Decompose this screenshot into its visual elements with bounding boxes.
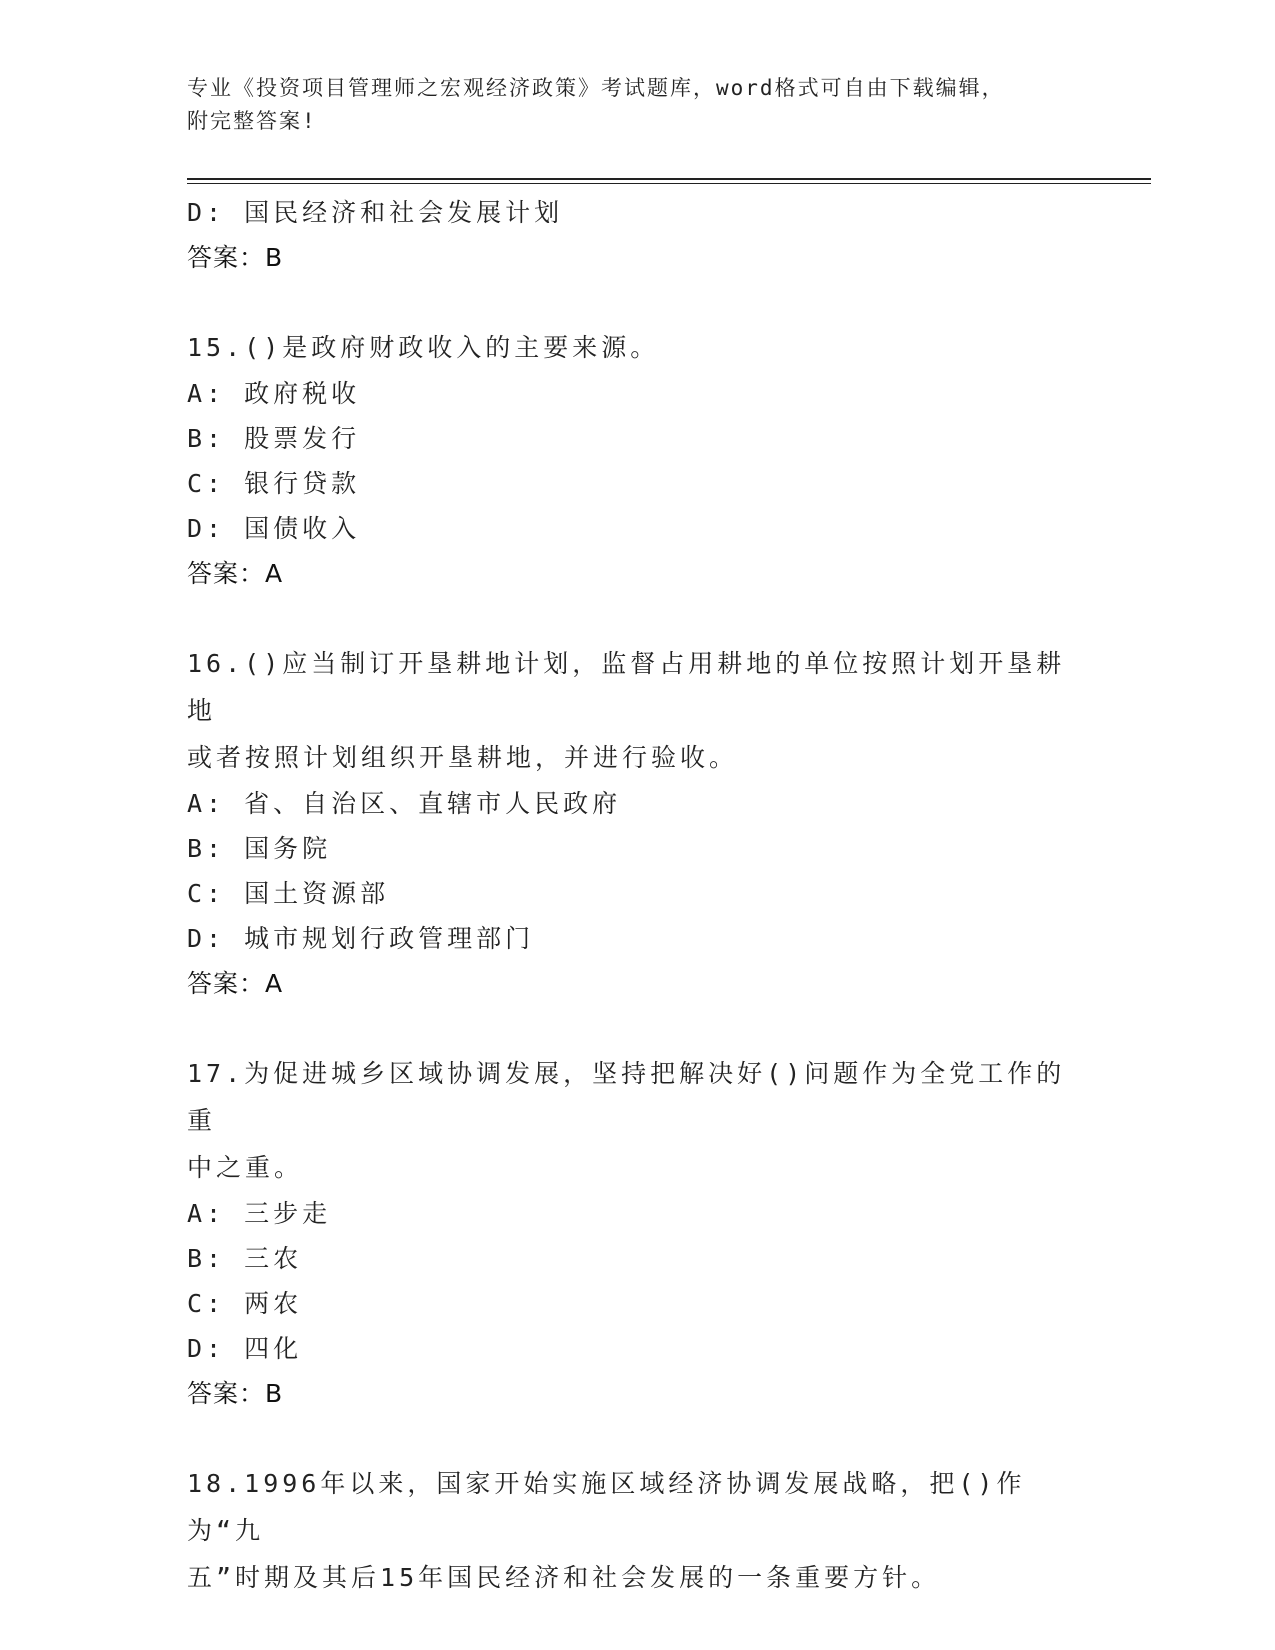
question-18 — [187, 1460, 1067, 1601]
question-stem-line-2: 中之重。 — [187, 1153, 304, 1182]
answer-line: 答案：A — [187, 559, 284, 588]
question-stem: 15.()是政府财政收入的主要来源。 — [187, 333, 660, 362]
option-b: B: 国务院 — [187, 834, 332, 863]
question-stem-line-2: 五”时期及其后15年国民经济和社会发展的一条重要方针。 — [187, 1563, 941, 1592]
spacer — [187, 596, 1067, 640]
option-c: C: 银行贷款 — [187, 469, 361, 498]
question-17 — [187, 1050, 1067, 1416]
answer-line: 答案：B — [187, 243, 284, 272]
question-stem-line-1: 18.1996年以来，国家开始实施区域经济协调发展战略，把()作为“九 — [187, 1469, 1026, 1545]
option-b: B: 三农 — [187, 1244, 303, 1273]
header-line-1: 专业《投资项目管理师之宏观经济政策》考试题库，word格式可自由下载编辑， — [187, 76, 1005, 100]
question-stem-line-1: 16.()应当制订开垦耕地计划，监督占用耕地的单位按照计划开垦耕地 — [187, 649, 1066, 725]
question-stem-line-1: 17.为促进城乡区域协调发展，坚持把解决好()问题作为全党工作的重 — [187, 1059, 1066, 1135]
header-divider-thick — [187, 178, 1151, 180]
option-c: C: 国土资源部 — [187, 879, 390, 908]
option-d: D: 国民经济和社会发展计划 — [187, 198, 564, 227]
answer-line: 答案：B — [187, 1379, 284, 1408]
option-d: D: 城市规划行政管理部门 — [187, 924, 535, 953]
option-b: B: 股票发行 — [187, 424, 361, 453]
option-d: D: 国债收入 — [187, 514, 361, 543]
question-15 — [187, 324, 1067, 596]
option-a: A: 三步走 — [187, 1199, 332, 1228]
question-stem-line-2: 或者按照计划组织开垦耕地，并进行验收。 — [187, 743, 739, 772]
option-c: C: 两农 — [187, 1289, 303, 1318]
spacer — [187, 280, 1067, 324]
question-16 — [187, 640, 1067, 1006]
document-header — [187, 72, 1067, 138]
answer-line: 答案：A — [187, 969, 284, 998]
header-line-2: 附完整答案! — [187, 109, 317, 133]
option-a: A: 省、自治区、直辖市人民政府 — [187, 789, 622, 818]
question-14-tail — [187, 190, 1067, 280]
option-d: D: 四化 — [187, 1334, 303, 1363]
spacer — [187, 1006, 1067, 1050]
option-a: A: 政府税收 — [187, 379, 361, 408]
question-list — [187, 190, 1067, 1601]
header-divider-thin — [187, 183, 1151, 184]
spacer — [187, 1416, 1067, 1460]
